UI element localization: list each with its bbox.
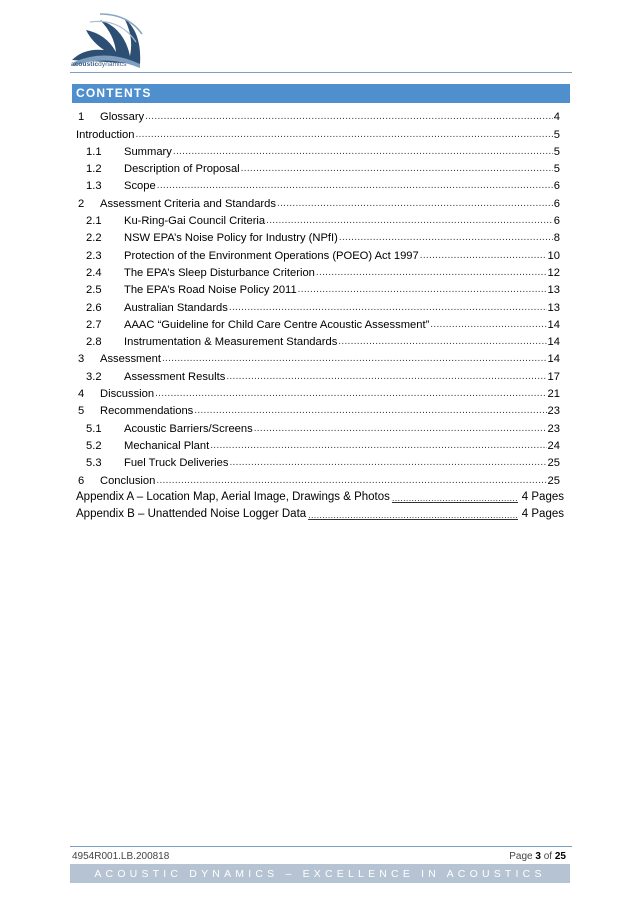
toc-entry-page: 6 xyxy=(553,180,560,193)
toc-entry-leader xyxy=(210,439,546,453)
toc-entry-title: Protection of the Environment Operations (POEO) Act 1997 xyxy=(124,249,419,262)
toc-entry[interactable] xyxy=(76,107,560,124)
toc-entry-title: Glossary xyxy=(100,111,145,124)
toc-entry-number: 2 xyxy=(78,197,85,210)
toc-entry-title: The EPA’s Sleep Disturbance Criterion xyxy=(124,266,315,279)
toc-entry-number: 2.1 xyxy=(86,215,102,228)
toc-entry-title: Fuel Truck Deliveries xyxy=(124,457,229,470)
toc-entry-number: 2.4 xyxy=(86,266,102,279)
toc-entry-leader xyxy=(338,335,546,349)
appendix-a-row[interactable] xyxy=(76,491,564,503)
contents-heading: CONTENTS xyxy=(76,86,152,100)
toc-entry-page: 5 xyxy=(553,163,560,176)
appendix-leader xyxy=(308,510,518,520)
toc-entry-title: Scope xyxy=(124,180,156,193)
toc-entry-page: 4 xyxy=(553,111,560,124)
toc-entry-number: 2.8 xyxy=(86,336,102,349)
toc-entry[interactable] xyxy=(76,124,560,141)
toc-entry-title: Discussion xyxy=(100,388,155,401)
toc-entry-title: NSW EPA’s Noise Policy for Industry (NPfI) xyxy=(124,232,338,245)
logo-wordmark: acousticdynamics xyxy=(71,61,127,68)
toc-entry-leader xyxy=(298,283,547,297)
appendix-leader xyxy=(392,493,518,503)
toc-entry[interactable] xyxy=(76,436,560,453)
toc-entry-title: Conclusion xyxy=(100,474,156,487)
toc-entry-page: 6 xyxy=(553,197,560,210)
toc-entry-title: Summary xyxy=(124,145,172,158)
toc-entry-page: 23 xyxy=(547,405,560,418)
toc-entry-title: Introduction xyxy=(76,128,135,141)
toc-entry-leader xyxy=(155,387,546,401)
toc-entry-number: 2.7 xyxy=(86,318,102,331)
toc-entry-leader xyxy=(229,301,547,315)
toc-entry-leader xyxy=(145,110,553,124)
toc-entry-number: 6 xyxy=(78,474,85,487)
toc-entry-page: 17 xyxy=(547,370,560,383)
toc-entry-page: 12 xyxy=(547,266,560,279)
toc-entry[interactable] xyxy=(76,142,560,159)
toc-entry-page: 23 xyxy=(547,422,560,435)
toc-entry[interactable] xyxy=(76,245,560,262)
toc-entry-leader xyxy=(226,370,546,384)
toc-entry-number: 5.2 xyxy=(86,439,102,452)
toc-entry[interactable] xyxy=(76,297,560,314)
toc-entry-leader xyxy=(339,231,553,245)
toc-entry-leader xyxy=(316,266,547,280)
toc-entry-number: 1.1 xyxy=(86,145,102,158)
footer-tagline-bar xyxy=(70,864,570,883)
toc-entry-leader xyxy=(254,422,547,436)
toc-entry-title: Australian Standards xyxy=(124,301,228,314)
toc-entry[interactable] xyxy=(76,418,560,435)
toc-entry[interactable] xyxy=(76,470,560,487)
toc-entry-title: AAAC “Guideline for Child Care Centre Acoustic Assessment” xyxy=(124,318,430,331)
toc-entry[interactable] xyxy=(76,332,560,349)
toc-entry-title: Mechanical Plant xyxy=(124,439,210,452)
toc-entry-number: 3 xyxy=(78,353,85,366)
toc-entry-page: 13 xyxy=(547,301,560,314)
toc-entry[interactable] xyxy=(76,453,560,470)
toc-entry-page: 13 xyxy=(547,284,560,297)
toc-entry-leader xyxy=(430,318,546,332)
toc-entry-title: Recommendations xyxy=(100,405,194,418)
contents-heading-bar xyxy=(72,84,570,103)
toc-entry[interactable] xyxy=(76,401,560,418)
toc-entry-title: Assessment Results xyxy=(124,370,226,383)
toc-entry-leader xyxy=(157,179,553,193)
toc-entry-number: 2.5 xyxy=(86,284,102,297)
toc-entry-leader xyxy=(241,162,553,176)
toc-entry-leader xyxy=(277,197,553,211)
toc-entry-leader xyxy=(156,474,546,488)
toc-entry-title: Acoustic Barriers/Screens xyxy=(124,422,253,435)
toc-entry-page: 6 xyxy=(553,215,560,228)
toc-entry-title: Assessment xyxy=(100,353,161,366)
toc-entry-leader xyxy=(173,145,553,159)
toc-entry[interactable] xyxy=(76,176,560,193)
toc-entry-title: Assessment Criteria and Standards xyxy=(100,197,276,210)
toc-entry-number: 1 xyxy=(78,111,85,124)
toc-entry-page: 21 xyxy=(547,388,560,401)
toc-entry-leader xyxy=(266,214,553,228)
appendix-title: Appendix B – Unattended Noise Logger Data xyxy=(76,508,307,520)
document-reference: 4954R001.LB.200818 xyxy=(72,851,170,862)
footer-divider xyxy=(70,846,572,847)
table-of-contents xyxy=(76,107,560,488)
toc-entry-number: 2.2 xyxy=(86,232,102,245)
toc-entry[interactable] xyxy=(76,211,560,228)
toc-entry-page: 14 xyxy=(547,336,560,349)
toc-entry-page: 24 xyxy=(547,439,560,452)
toc-entry-title: Instrumentation & Measurement Standards xyxy=(124,336,338,349)
toc-entry-number: 3.2 xyxy=(86,370,102,383)
appendix-pages: 4 Pages xyxy=(521,508,564,520)
appendix-b-row[interactable] xyxy=(76,508,564,520)
toc-entry-page: 5 xyxy=(553,128,560,141)
toc-entry-page: 25 xyxy=(547,474,560,487)
toc-entry-page: 14 xyxy=(547,318,560,331)
toc-entry[interactable] xyxy=(76,349,560,366)
appendix-title: Appendix A – Location Map, Aerial Image, Drawings & Photos xyxy=(76,491,390,503)
toc-entry-number: 5 xyxy=(78,405,85,418)
footer-tagline: ACOUSTIC DYNAMICS – EXCELLENCE IN ACOUSTICS xyxy=(94,868,546,880)
toc-entry-page: 8 xyxy=(553,232,560,245)
toc-entry-number: 1.2 xyxy=(86,163,102,176)
toc-entry[interactable] xyxy=(76,193,560,210)
page-number: Page 3 of 25 xyxy=(509,851,566,862)
toc-entry-title: The EPA’s Road Noise Policy 2011 xyxy=(124,284,297,297)
toc-entry-title: Description of Proposal xyxy=(124,163,240,176)
header-divider xyxy=(70,72,572,73)
toc-entry-number: 4 xyxy=(78,388,85,401)
toc-entry-leader xyxy=(420,249,547,263)
toc-entry-page: 5 xyxy=(553,145,560,158)
toc-entry-leader xyxy=(194,404,546,418)
toc-entry[interactable] xyxy=(76,228,560,245)
toc-entry-leader xyxy=(162,352,547,366)
toc-entry[interactable] xyxy=(76,366,560,383)
toc-entry-number: 2.3 xyxy=(86,249,102,262)
toc-entry-leader xyxy=(135,128,552,142)
toc-entry-number: 5.1 xyxy=(86,422,102,435)
toc-entry-page: 10 xyxy=(547,249,560,262)
toc-entry[interactable] xyxy=(76,159,560,176)
toc-entry-number: 2.6 xyxy=(86,301,102,314)
toc-entry-leader xyxy=(229,456,546,470)
toc-entry[interactable] xyxy=(76,384,560,401)
toc-entry-title: Ku-Ring-Gai Council Criteria xyxy=(124,215,266,228)
toc-entry[interactable] xyxy=(76,263,560,280)
toc-entry[interactable] xyxy=(76,315,560,332)
toc-entry-page: 25 xyxy=(547,457,560,470)
toc-entry[interactable] xyxy=(76,280,560,297)
toc-entry-page: 14 xyxy=(547,353,560,366)
appendix-pages: 4 Pages xyxy=(521,491,564,503)
toc-entry-number: 1.3 xyxy=(86,180,102,193)
toc-entry-number: 5.3 xyxy=(86,457,102,470)
